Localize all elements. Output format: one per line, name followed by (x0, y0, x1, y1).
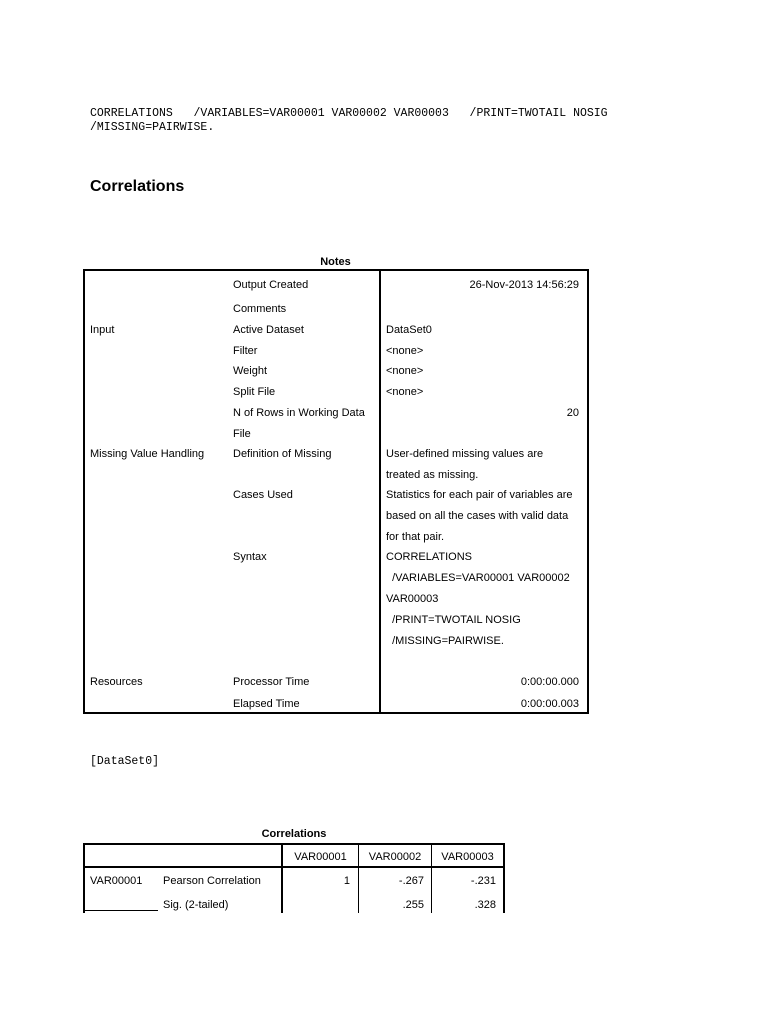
corr-cell: .255 (402, 899, 424, 911)
elapsed-time-label: Elapsed Time (233, 698, 300, 710)
corr-cell: -.267 (398, 875, 424, 887)
corr-left-border (83, 843, 85, 913)
cases-used-value-line: for that pair. (386, 531, 445, 543)
syntax-value-line: /MISSING=PAIRWISE. (386, 635, 504, 647)
corr-col-header: VAR00003 (441, 851, 494, 863)
comments-label: Comments (233, 303, 287, 315)
syntax-line: /MISSING=PAIRWISE. (90, 121, 215, 134)
n-rows-label-line2: File (233, 428, 251, 440)
processor-time-label: Processor Time (233, 676, 310, 688)
n-rows-label-line1: N of Rows in Working Data (233, 407, 365, 419)
output-created-value: 26-Nov-2013 14:56:29 (469, 279, 579, 291)
correlations-table-title: Correlations (261, 828, 327, 840)
corr-col-header: VAR00002 (368, 851, 422, 863)
syntax-value-line: /PRINT=TWOTAIL NOSIG (386, 614, 521, 626)
corr-cell: .328 (474, 899, 496, 911)
definition-missing-label: Definition of Missing (233, 448, 332, 460)
split-file-label: Split File (233, 386, 276, 398)
syntax-value-line: /VARIABLES=VAR00001 VAR00002 (386, 572, 570, 584)
syntax-echo (90, 107, 608, 135)
processor-time-value: 0:00:00.000 (520, 676, 579, 688)
corr-top-border (83, 843, 505, 845)
weight-value: <none> (386, 365, 424, 377)
corr-row-label: Pearson Correlation (163, 875, 261, 887)
cases-used-label: Cases Used (233, 489, 293, 501)
filter-value: <none> (386, 345, 424, 357)
notes-table-title: Notes (320, 256, 351, 268)
resources-group-label: Resources (90, 676, 143, 688)
corr-row-var-rule (85, 910, 158, 911)
section-heading: Correlations (90, 178, 185, 195)
notes-column-divider (379, 269, 381, 714)
missing-group-label: Missing Value Handling (90, 448, 205, 460)
n-rows-value: 20 (566, 407, 579, 419)
dataset-label: [DataSet0] (90, 755, 160, 768)
syntax-value-line: CORRELATIONS (386, 551, 472, 563)
corr-col-header: VAR00001 (294, 851, 347, 863)
syntax-line: CORRELATIONS /VARIABLES=VAR00001 VAR00002 VAR00003 /PRINT=TWOTAIL NOSIG (90, 107, 608, 120)
cases-used-value-line: Statistics for each pair of variables are (386, 489, 573, 501)
definition-missing-value-line: User-defined missing values are (386, 448, 544, 460)
syntax-value-line: VAR00003 (386, 593, 439, 605)
elapsed-time-value: 0:00:00.003 (520, 698, 579, 710)
active-dataset-value: DataSet0 (386, 324, 432, 336)
split-file-value: <none> (386, 386, 424, 398)
cases-used-value-line: based on all the cases with valid data (386, 510, 569, 522)
definition-missing-value-line: treated as missing. (386, 469, 479, 481)
corr-cell: 1 (343, 875, 350, 887)
weight-label: Weight (233, 365, 268, 377)
filter-label: Filter (233, 345, 258, 357)
corr-right-border (503, 843, 505, 913)
corr-row-var: VAR00001 (90, 875, 143, 887)
output-created-label: Output Created (233, 279, 309, 291)
corr-cell: -.231 (470, 875, 496, 887)
input-group-label: Input (90, 324, 115, 336)
corr-row-label: Sig. (2-tailed) (163, 899, 229, 911)
active-dataset-label: Active Dataset (233, 324, 304, 336)
syntax-label: Syntax (233, 551, 267, 563)
